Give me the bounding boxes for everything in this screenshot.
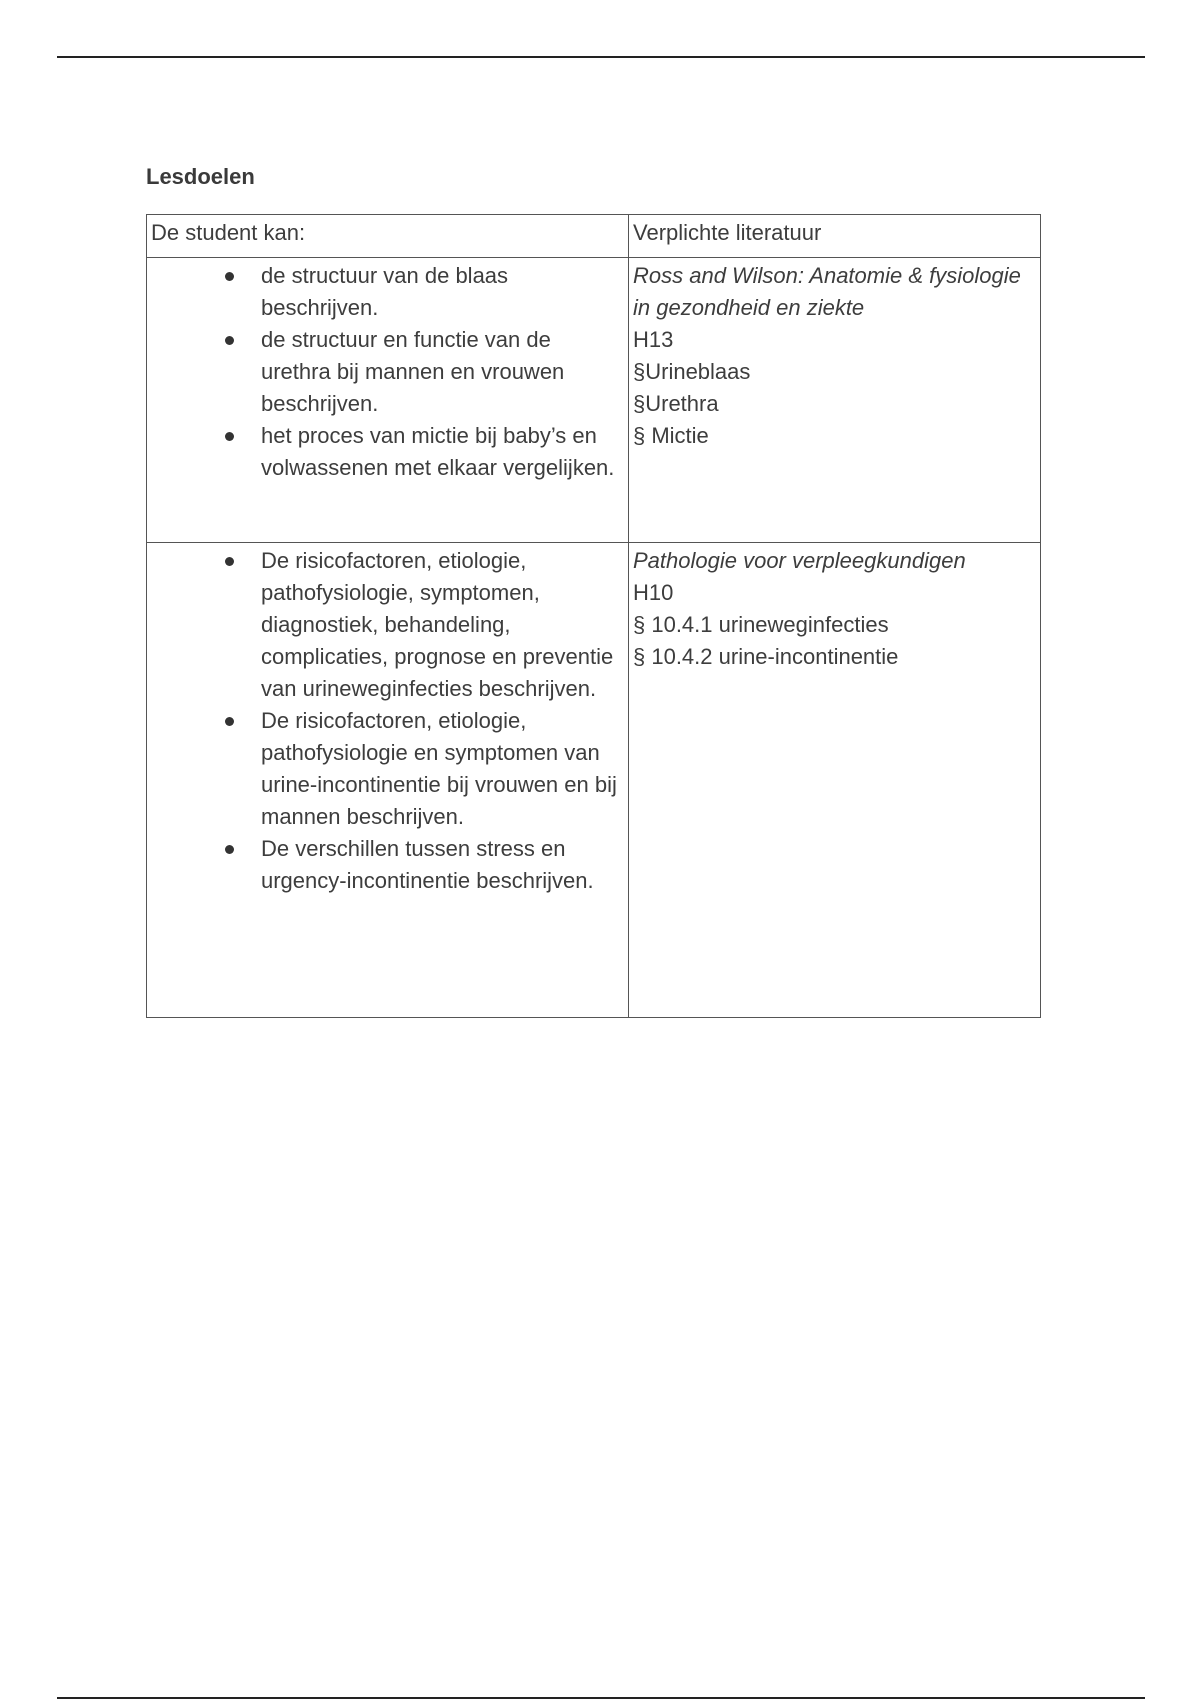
header-student-can: De student kan:: [147, 215, 629, 258]
bullet-icon: [225, 845, 234, 854]
list-item: [261, 833, 624, 897]
goals-cell: [147, 258, 629, 543]
literature-line: § Mictie: [633, 423, 709, 448]
goal-text: De verschillen tussen stress en urgency-incontinentie beschrijven.: [261, 836, 594, 893]
list-item: [261, 260, 624, 324]
list-item: [261, 420, 624, 484]
bullet-icon: [225, 336, 234, 345]
bullet-icon: [225, 557, 234, 566]
goals-cell: [147, 543, 629, 1018]
literature-line: H10: [633, 580, 674, 605]
section-heading: Lesdoelen: [146, 164, 255, 189]
list-item: [261, 705, 624, 833]
goal-text: de structuur van de blaas beschrijven.: [261, 263, 509, 320]
bottom-rule: [57, 1697, 1145, 1699]
list-item: [261, 545, 624, 705]
learning-goals-table: [146, 214, 1041, 1018]
table-row: [147, 258, 1041, 543]
literature-line: § 10.4.1 urineweginfecties: [633, 612, 889, 637]
goal-text: de structuur en functie van de urethra bij mannen en vrouwen beschrijven.: [261, 327, 565, 416]
literature-line: H13: [633, 327, 674, 352]
goal-text: De risicofactoren, etiologie, pathofysiologie en symptomen van urine-incontinentie bij vrouwen en bij mannen beschrijven.: [261, 708, 617, 829]
literature-line: § 10.4.2 urine-incontinentie: [633, 644, 899, 669]
literature-title: Pathologie voor verpleegkundigen: [633, 548, 966, 573]
literature-title: Ross and Wilson: Anatomie & fysiologie in gezondheid en ziekte: [633, 263, 1021, 320]
literature-cell: [629, 543, 1041, 1018]
literature-line: §Urethra: [633, 391, 719, 416]
bullet-icon: [225, 272, 234, 281]
top-rule: [57, 56, 1145, 58]
table-header-row: [147, 215, 1041, 258]
list-item: [261, 324, 624, 420]
literature-line: §Urineblaas: [633, 359, 751, 384]
goals-list: [151, 545, 624, 897]
goals-list: [151, 260, 624, 484]
literature-cell: [629, 258, 1041, 543]
bullet-icon: [225, 717, 234, 726]
goal-text: De risicofactoren, etiologie, pathofysiologie, symptomen, diagnostiek, behandeling, complicaties, prognose en preventie van urineweginfecties beschrijven.: [261, 548, 614, 701]
goal-text: het proces van mictie bij baby’s en volwassenen met elkaar vergelijken.: [261, 423, 615, 480]
table-row: [147, 543, 1041, 1018]
header-required-literature: Verplichte literatuur: [629, 215, 1041, 258]
bullet-icon: [225, 432, 234, 441]
